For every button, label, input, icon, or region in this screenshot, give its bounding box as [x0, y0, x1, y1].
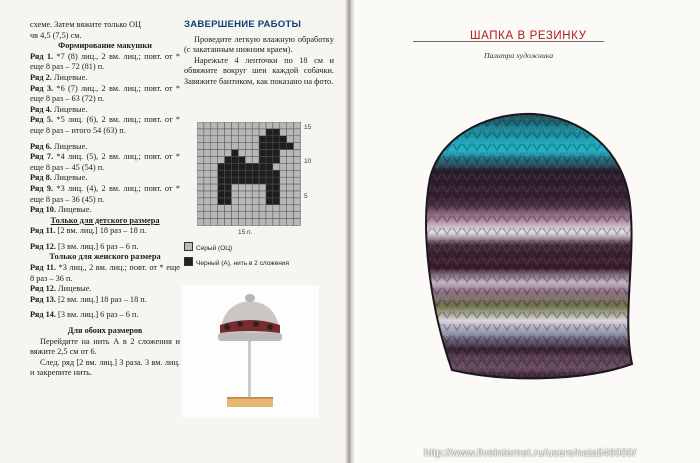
chart-cell — [287, 136, 294, 143]
both-sizes-heading: Для обоих размеров — [67, 326, 143, 336]
chart-cell — [287, 198, 294, 205]
chart-cell — [225, 157, 232, 164]
intro-text-2: чв 4,5 (7,5) см. — [30, 30, 82, 40]
chart-cell — [266, 122, 273, 129]
black-swatch-icon — [184, 257, 193, 266]
chart-cell — [259, 170, 266, 177]
chart-cell — [204, 212, 211, 219]
chart-cell — [280, 177, 287, 184]
chart-cell — [238, 150, 245, 157]
chart-cell — [259, 191, 266, 198]
chart-cell — [280, 219, 287, 226]
chart-cell — [211, 170, 218, 177]
chart-cell — [245, 184, 252, 191]
chart-cell — [204, 150, 211, 157]
chart-cell — [245, 129, 252, 136]
row-5: Ряд 5. *5 лиц. (6), 2 вм. лиц.; повт. от * еще 8 раз – итого 54 (63) п. — [30, 115, 180, 135]
legend-gray: Серый (ОЦ) — [184, 242, 232, 252]
chart-cell — [280, 184, 287, 191]
chart-cell — [232, 136, 239, 143]
chart-cell — [273, 143, 280, 150]
chart-cell — [204, 198, 211, 205]
hat-photo — [182, 285, 319, 418]
chart-cell — [287, 184, 294, 191]
chart-cell — [204, 191, 211, 198]
row-2: Ряд 2. Лицевые. — [30, 72, 88, 82]
row-14-woman: Ряд 14. [3 вм. лиц.] 6 раз – 6 п. — [30, 310, 139, 320]
woman-size-heading: Только для женского размера — [49, 252, 161, 262]
chart-cell — [232, 177, 239, 184]
row-6: Ряд 6. Лицевые. — [30, 141, 88, 151]
chart-cell — [294, 177, 301, 184]
chart-cell — [245, 205, 252, 212]
chart-cell — [273, 191, 280, 198]
both-sizes-text-2: След. ряд [2 вм. лиц.] 3 раза. 3 вм. лиц. и закрепите нить. — [30, 357, 180, 378]
chart-cell — [232, 157, 239, 164]
chart-cell — [238, 205, 245, 212]
chart-cell — [287, 150, 294, 157]
chart-stitch-count: 15 п. — [238, 229, 253, 236]
chart-cell — [218, 177, 225, 184]
chart-cell — [211, 143, 218, 150]
row-11-woman: Ряд 11. *3 лиц., 2 вм. лиц.; повт. от * еще 8 раз – 36 п. — [30, 263, 180, 283]
chart-cell — [211, 184, 218, 191]
row-3: Ряд 3. *6 (7) лиц., 2 вм. лиц.; повт. от * еще 8 раз – 63 (72) п. — [30, 83, 180, 104]
chart-cell — [197, 184, 204, 191]
chart-cell — [232, 184, 239, 191]
chart-cell — [280, 191, 287, 198]
chart-cell — [232, 219, 239, 226]
chart-cell — [204, 177, 211, 184]
chart-cell — [259, 122, 266, 129]
chart-cell — [252, 191, 259, 198]
chart-cell — [266, 136, 273, 143]
chart-cell — [225, 212, 232, 219]
chart-cell — [225, 129, 232, 136]
striped-hat-image — [412, 108, 638, 384]
chart-cell — [245, 143, 252, 150]
chart-cell — [197, 219, 204, 226]
chart-cell — [225, 170, 232, 177]
chart-cell — [252, 129, 259, 136]
chart-cell — [252, 150, 259, 157]
chart-cell — [232, 212, 239, 219]
chart-cell — [273, 122, 280, 129]
chart-cell — [232, 150, 239, 157]
chart-cell — [273, 150, 280, 157]
chart-cell — [211, 198, 218, 205]
chart-cell — [204, 184, 211, 191]
chart-cell — [287, 205, 294, 212]
chart-cell — [238, 136, 245, 143]
chart-cell — [238, 177, 245, 184]
row-8: Ряд 8. Лицевые. — [30, 173, 88, 183]
chart-cell — [225, 177, 232, 184]
chart-cell — [211, 177, 218, 184]
chart-cell — [225, 184, 232, 191]
chart-cell — [238, 157, 245, 164]
chart-cell — [197, 122, 204, 129]
chart-cell — [197, 198, 204, 205]
chart-cell — [225, 163, 232, 170]
chart-cell — [218, 129, 225, 136]
chart-cell — [259, 157, 266, 164]
legend-black: Черный (А), нить в 2 сложения — [184, 257, 289, 267]
chart-cell — [266, 219, 273, 226]
chart-cell — [232, 205, 239, 212]
chart-cell — [204, 136, 211, 143]
chart-cell — [266, 198, 273, 205]
chart-cell — [218, 191, 225, 198]
chart-cell — [259, 129, 266, 136]
hat-on-stand-image — [182, 285, 319, 418]
chart-cell — [204, 143, 211, 150]
chart-cell — [232, 143, 239, 150]
chart-cell — [273, 205, 280, 212]
chart-cell — [225, 205, 232, 212]
child-size-heading: Только для детского размера — [50, 215, 160, 225]
chart-cell — [273, 170, 280, 177]
chart-cell — [218, 219, 225, 226]
chart-cell — [204, 163, 211, 170]
chart-cell — [287, 212, 294, 219]
chart-cell — [252, 177, 259, 184]
chart-cell — [259, 205, 266, 212]
chart-cell — [197, 136, 204, 143]
chart-cell — [245, 122, 252, 129]
chart-cell — [294, 198, 301, 205]
row-12-child: Ряд 12. [3 вм. лиц.] 6 раз – 6 п. — [30, 241, 139, 251]
chart-cell — [280, 150, 287, 157]
chart-cell — [218, 150, 225, 157]
chart-cell — [273, 136, 280, 143]
chart-cell — [218, 122, 225, 129]
chart-cell — [211, 122, 218, 129]
gray-swatch-icon — [184, 242, 193, 251]
chart-cell — [259, 177, 266, 184]
chart-cell — [232, 170, 239, 177]
chart-cell — [266, 150, 273, 157]
chart-cell — [211, 212, 218, 219]
chart-cell — [218, 184, 225, 191]
chart-cell — [238, 163, 245, 170]
chart-cell — [211, 163, 218, 170]
chart-cell — [197, 205, 204, 212]
chart-cell — [280, 129, 287, 136]
chart-cell — [259, 136, 266, 143]
crown-heading: Формирование макушки — [58, 41, 152, 51]
chart-cell — [225, 150, 232, 157]
chart-cell — [266, 191, 273, 198]
chart-cell — [232, 129, 239, 136]
chart-cell — [280, 198, 287, 205]
chart-cell — [252, 184, 259, 191]
chart-cell — [294, 129, 301, 136]
chart-row-label-10: 10 — [304, 158, 312, 165]
chart-cell — [218, 198, 225, 205]
row-11-child: Ряд 11. [2 вм. лиц.] 18 раз – 18 п. — [30, 226, 147, 236]
chart-cell — [204, 205, 211, 212]
chart-cell — [204, 122, 211, 129]
chart-cell — [287, 219, 294, 226]
chart-cell — [238, 191, 245, 198]
chart-cell — [259, 198, 266, 205]
chart-cell — [280, 136, 287, 143]
chart-row-label-5: 5 — [304, 193, 308, 200]
chart-cell — [266, 163, 273, 170]
book-gutter — [345, 0, 355, 463]
chart-cell — [232, 198, 239, 205]
chart-cell — [294, 150, 301, 157]
chart-cell — [218, 163, 225, 170]
chart-cell — [294, 184, 301, 191]
row-12-woman: Ряд 12. Лицевые. — [30, 284, 92, 294]
chart-cell — [238, 212, 245, 219]
chart-cell — [211, 136, 218, 143]
chart-cell — [232, 163, 239, 170]
chart-cell — [204, 170, 211, 177]
chart-cell — [266, 143, 273, 150]
chart-cell — [245, 150, 252, 157]
finishing-paragraph-2: Нарежьте 4 ленточки по 18 см и обвяжите вокруг шеи каждой собачки. Завяжите бантиком, как показано на фото. — [184, 55, 334, 86]
chart-cell — [218, 136, 225, 143]
watermark-url: http://www.liveinternet.ru/users/natali46000/ — [424, 447, 637, 459]
chart-cell — [211, 157, 218, 164]
chart-cell — [266, 157, 273, 164]
chart-cell — [294, 170, 301, 177]
chart-cell — [259, 184, 266, 191]
chart-cell — [238, 184, 245, 191]
chart-cell — [252, 212, 259, 219]
chart-cell — [245, 163, 252, 170]
chart-cell — [294, 122, 301, 129]
row-9: Ряд 9. *3 лиц. (4), 2 вм. лиц.; повт. от * еще 8 раз – 36 (45) п. — [30, 183, 180, 204]
chart-cell — [280, 170, 287, 177]
finishing-column — [184, 20, 334, 88]
chart-cell — [287, 129, 294, 136]
chart-cell — [225, 122, 232, 129]
chart-cell — [280, 163, 287, 170]
chart-cell — [197, 177, 204, 184]
chart-cell — [252, 163, 259, 170]
chart-cell — [225, 198, 232, 205]
chart-cell — [211, 150, 218, 157]
chart-cell — [287, 177, 294, 184]
chart-cell — [294, 136, 301, 143]
chart-cell — [218, 143, 225, 150]
chart-cell — [266, 212, 273, 219]
chart-cell — [232, 122, 239, 129]
chart-cell — [197, 129, 204, 136]
chart-cell — [245, 198, 252, 205]
chart-cell — [245, 170, 252, 177]
chart-cell — [211, 219, 218, 226]
chart-cell — [238, 170, 245, 177]
chart-cell — [197, 163, 204, 170]
chart-cell — [197, 170, 204, 177]
chart-cell — [245, 219, 252, 226]
chart-cell — [218, 212, 225, 219]
chart-cell — [197, 157, 204, 164]
chart-cell — [252, 157, 259, 164]
chart-cell — [238, 198, 245, 205]
pattern-subtitle: Палитра художника — [484, 51, 554, 60]
chart-cell — [266, 170, 273, 177]
chart-cell — [259, 219, 266, 226]
chart-row-label-15: 15 — [304, 124, 312, 131]
chart-cell — [218, 170, 225, 177]
chart-cell — [287, 191, 294, 198]
chart-cell — [273, 219, 280, 226]
chart-cell — [266, 205, 273, 212]
chart-cell — [287, 170, 294, 177]
chart-cell — [259, 163, 266, 170]
chart-cell — [197, 143, 204, 150]
chart-cell — [238, 219, 245, 226]
chart-cell — [273, 212, 280, 219]
knitting-chart — [197, 122, 301, 226]
chart-cell — [218, 157, 225, 164]
chart-cell — [287, 157, 294, 164]
chart-cell — [225, 191, 232, 198]
chart-cell — [211, 191, 218, 198]
chart-cell — [294, 191, 301, 198]
chart-cell — [280, 212, 287, 219]
chart-cell — [273, 184, 280, 191]
chart-cell — [245, 157, 252, 164]
chart-cell — [266, 184, 273, 191]
chart-cell — [287, 143, 294, 150]
chart-cell — [252, 205, 259, 212]
chart-cell — [294, 212, 301, 219]
chart-cell — [294, 143, 301, 150]
chart-cell — [252, 122, 259, 129]
chart-cell — [259, 150, 266, 157]
row-1: Ряд 1. *7 (8) лиц., 2 вм. лиц.; повт. от * еще 8 раз – 72 (81) п. — [30, 51, 180, 72]
chart-cell — [252, 198, 259, 205]
chart-cell — [287, 163, 294, 170]
chart-cell — [232, 191, 239, 198]
chart-cell — [294, 219, 301, 226]
row-7: Ряд 7. *4 лиц. (5), 2 вм. лиц.; повт. от * еще 8 раз – 45 (54) п. — [30, 152, 180, 172]
chart-cell — [238, 129, 245, 136]
finishing-heading: ЗАВЕРШЕНИЕ РАБОТЫ — [184, 19, 302, 30]
chart-cell — [252, 136, 259, 143]
chart-cell — [287, 122, 294, 129]
chart-cell — [211, 205, 218, 212]
chart-cell — [273, 163, 280, 170]
chart-cell — [245, 136, 252, 143]
chart-cell — [204, 219, 211, 226]
chart-cell — [259, 143, 266, 150]
chart-cell — [225, 143, 232, 150]
chart-cell — [273, 177, 280, 184]
chart-cell — [252, 143, 259, 150]
chart-cell — [245, 191, 252, 198]
row-13-woman: Ряд 13. [2 вм. лиц.] 18 раз – 18 п. — [30, 294, 147, 304]
chart-cell — [294, 205, 301, 212]
chart-cell — [197, 191, 204, 198]
chart-cell — [280, 205, 287, 212]
intro-text: схеме. Затем вяжите только ОЦ — [30, 20, 142, 29]
chart-cell — [273, 198, 280, 205]
chart-cell — [204, 129, 211, 136]
chart-cell — [259, 212, 266, 219]
chart-cell — [225, 219, 232, 226]
chart-cell — [225, 136, 232, 143]
row-4: Ряд 4. Лицевые. — [30, 104, 88, 114]
chart-cell — [280, 157, 287, 164]
chart-cell — [280, 122, 287, 129]
chart-cell — [294, 157, 301, 164]
pattern-title: ШАПКА В РЕЗИНКУ — [470, 30, 587, 42]
chart-cell — [238, 143, 245, 150]
finishing-paragraph-1: Проведите легкую влажную обработку (с закатанным нижним краем). — [184, 34, 334, 55]
chart-cell — [266, 177, 273, 184]
chart-cell — [294, 163, 301, 170]
chart-cell — [197, 150, 204, 157]
chart-cell — [204, 157, 211, 164]
chart-cell — [211, 129, 218, 136]
chart-cell — [266, 129, 273, 136]
chart-cell — [280, 143, 287, 150]
chart-cell — [245, 177, 252, 184]
chart-cell — [238, 122, 245, 129]
row-10: Ряд 10. Лицевые. — [30, 205, 92, 215]
chart-cell — [218, 205, 225, 212]
instructions-column — [30, 20, 180, 379]
chart-cell — [252, 219, 259, 226]
chart-cell — [197, 212, 204, 219]
chart-cell — [273, 157, 280, 164]
chart-cell — [245, 212, 252, 219]
both-sizes-text-1: Перейдите на нить А в 2 сложения и вяжите 2,5 см от 6. — [30, 336, 180, 357]
chart-cell — [252, 170, 259, 177]
chart-cell — [273, 129, 280, 136]
